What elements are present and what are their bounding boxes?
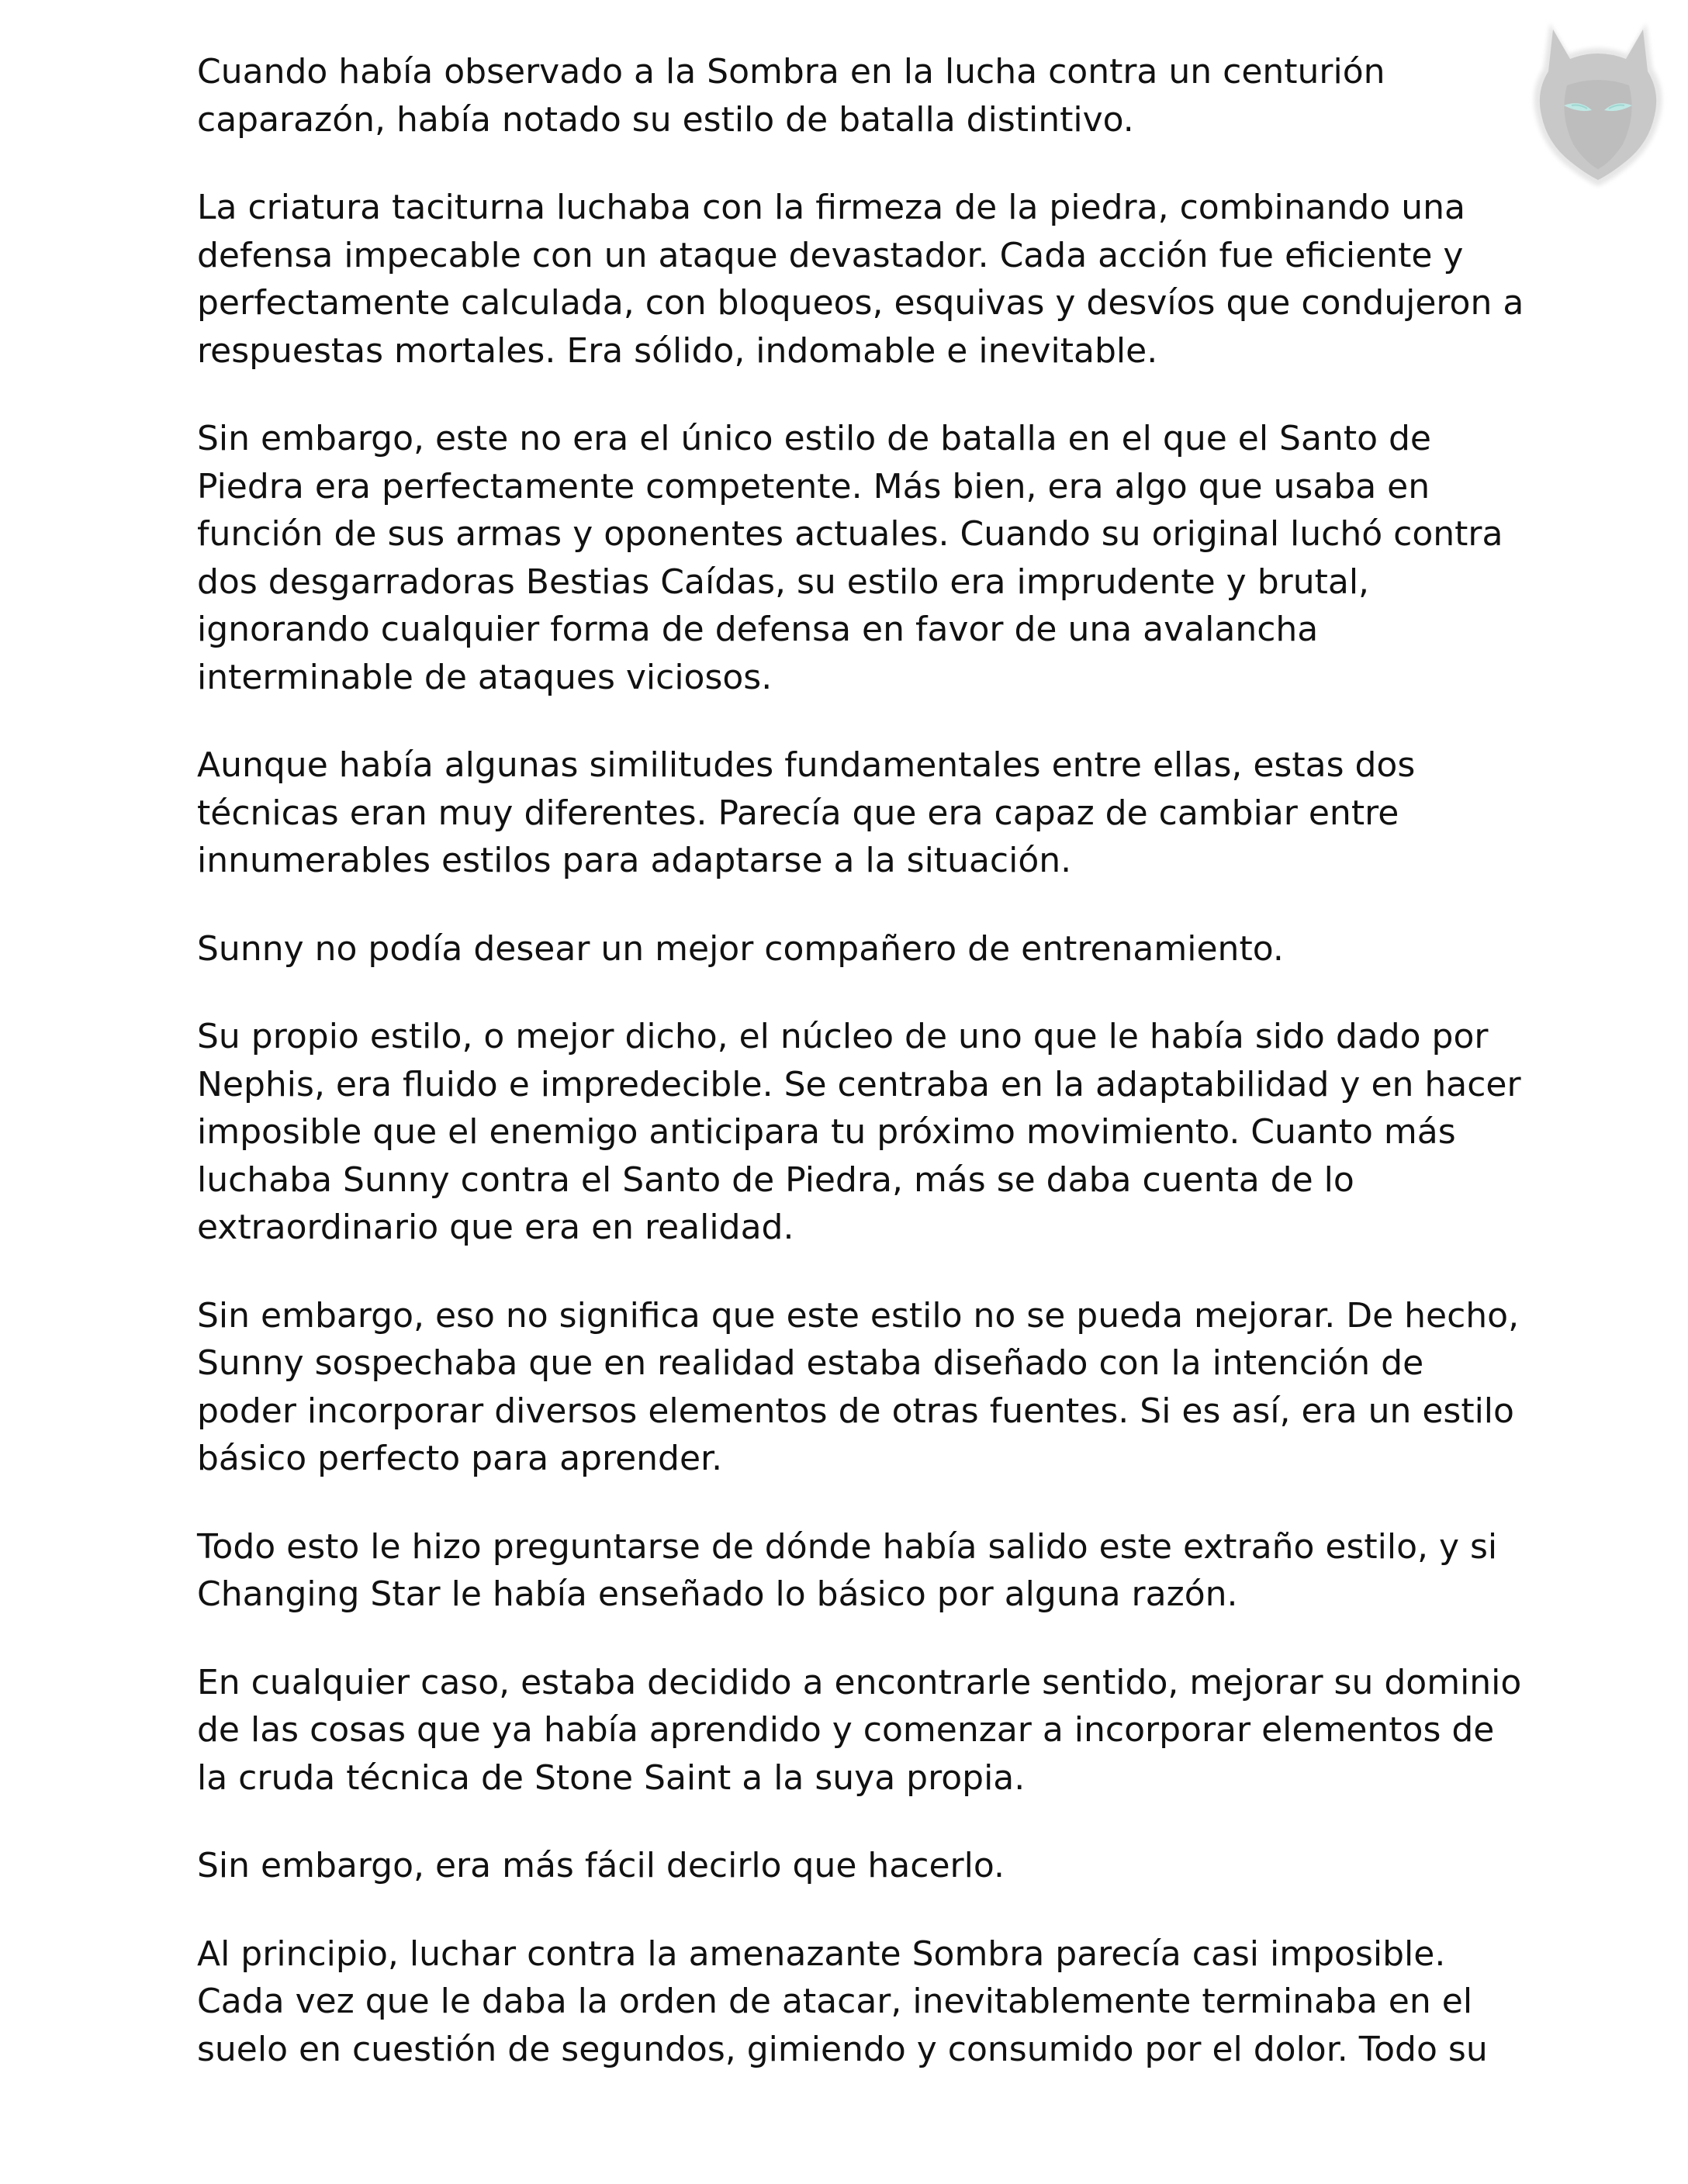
text-line: Su propio estilo, o mejor dicho, el núcleo de uno que le había sido dado por xyxy=(197,1017,1489,1056)
paragraph xyxy=(197,48,1508,143)
text-line: innumerables estilos para adaptarse a la situación. xyxy=(197,841,1072,880)
paragraph xyxy=(197,1013,1521,1252)
paragraph xyxy=(197,1523,1508,1619)
paragraph xyxy=(197,415,1508,701)
text-line: interminable de ataques viciosos. xyxy=(197,657,773,697)
text-line: En cualquier caso, estaba decidido a encontrarle sentido, mejorar su dominio xyxy=(197,1662,1522,1702)
text-line: Piedra era perfectamente competente. Más bien, era algo que usaba en xyxy=(197,466,1430,506)
paragraph xyxy=(197,1292,1520,1483)
paragraph xyxy=(197,184,1524,375)
text-line: Cuando había observado a la Sombra en la lucha contra un centurión xyxy=(197,52,1385,92)
text-line: respuestas mortales. Era sólido, indomable e inevitable. xyxy=(197,330,1158,371)
horned-demon-head-icon xyxy=(1520,14,1676,192)
text-line: extraordinario que era en realidad. xyxy=(197,1208,794,1247)
text-line: función de sus armas y oponentes actuales. Cuando su original luchó contra xyxy=(197,514,1503,554)
text-line: suelo en cuestión de segundos, gimiendo y consumido por el dolor. Todo su xyxy=(197,2029,1488,2069)
text-line: Todo esto le hizo preguntarse de dónde había salido este extraño estilo, y si xyxy=(197,1526,1498,1567)
text-line: básico perfecto para aprender. xyxy=(197,1439,723,1478)
text-line: Cada vez que le daba la orden de atacar, inevitablemente terminaba en el xyxy=(197,1982,1473,2021)
paragraph xyxy=(197,741,1508,885)
text-line: imposible que el enemigo anticipara tu próximo movimiento. Cuanto más xyxy=(197,1112,1456,1152)
text-line: perfectamente calculada, con bloqueos, esquivas y desvíos que condujeron a xyxy=(197,283,1524,323)
chapter-text xyxy=(197,48,1524,2113)
text-line: poder incorporar diversos elementos de otras fuentes. Si es así, era un estilo xyxy=(197,1391,1514,1431)
text-line: defensa impecable con un ataque devastador. Cada acción fue eficiente y xyxy=(197,235,1464,275)
text-line: Sunny no podía desear un mejor compañero de entrenamiento. xyxy=(197,928,1284,969)
watermark-logo xyxy=(1520,14,1676,192)
text-line: Sin embargo, este no era el único estilo de batalla en el que el Santo de xyxy=(197,419,1431,458)
text-line: Sunny sospechaba que en realidad estaba diseñado con la intención de xyxy=(197,1343,1424,1383)
text-line: la cruda técnica de Stone Saint a la suya propia. xyxy=(197,1757,1026,1798)
text-line: Sin embargo, era más fácil decirlo que hacerlo. xyxy=(197,1846,1005,1885)
text-line: Changing Star le había enseñado lo básico por alguna razón. xyxy=(197,1574,1238,1614)
text-line: Aunque había algunas similitudes fundamentales entre ellas, estas dos xyxy=(197,745,1416,785)
text-line: Nephis, era fluido e impredecible. Se centraba en la adaptabilidad y en hacer xyxy=(197,1064,1521,1104)
text-line: Al principio, luchar contra la amenazante Sombra parecía casi imposible. xyxy=(197,1933,1446,1974)
text-line: luchaba Sunny contra el Santo de Piedra, más se daba cuenta de lo xyxy=(197,1159,1354,1200)
text-line: dos desgarradoras Bestias Caídas, su estilo era imprudente y brutal, xyxy=(197,562,1370,602)
text-line: ignorando cualquier forma de defensa en favor de una avalancha xyxy=(197,610,1319,649)
text-line: de las cosas que ya había aprendido y comenzar a incorporar elementos de xyxy=(197,1710,1495,1750)
paragraph xyxy=(197,925,1508,973)
text-line: La criatura taciturna luchaba con la firmeza de la piedra, combinando una xyxy=(197,188,1466,227)
text-line: técnicas eran muy diferentes. Parecía que era capaz de cambiar entre xyxy=(197,793,1399,833)
text-line: caparazón, había notado su estilo de batalla distintivo. xyxy=(197,99,1134,140)
paragraph xyxy=(197,1930,1508,2074)
paragraph xyxy=(197,1659,1522,1802)
paragraph xyxy=(197,1842,1508,1890)
text-line: Sin embargo, eso no significa que este estilo no se pueda mejorar. De hecho, xyxy=(197,1295,1520,1336)
